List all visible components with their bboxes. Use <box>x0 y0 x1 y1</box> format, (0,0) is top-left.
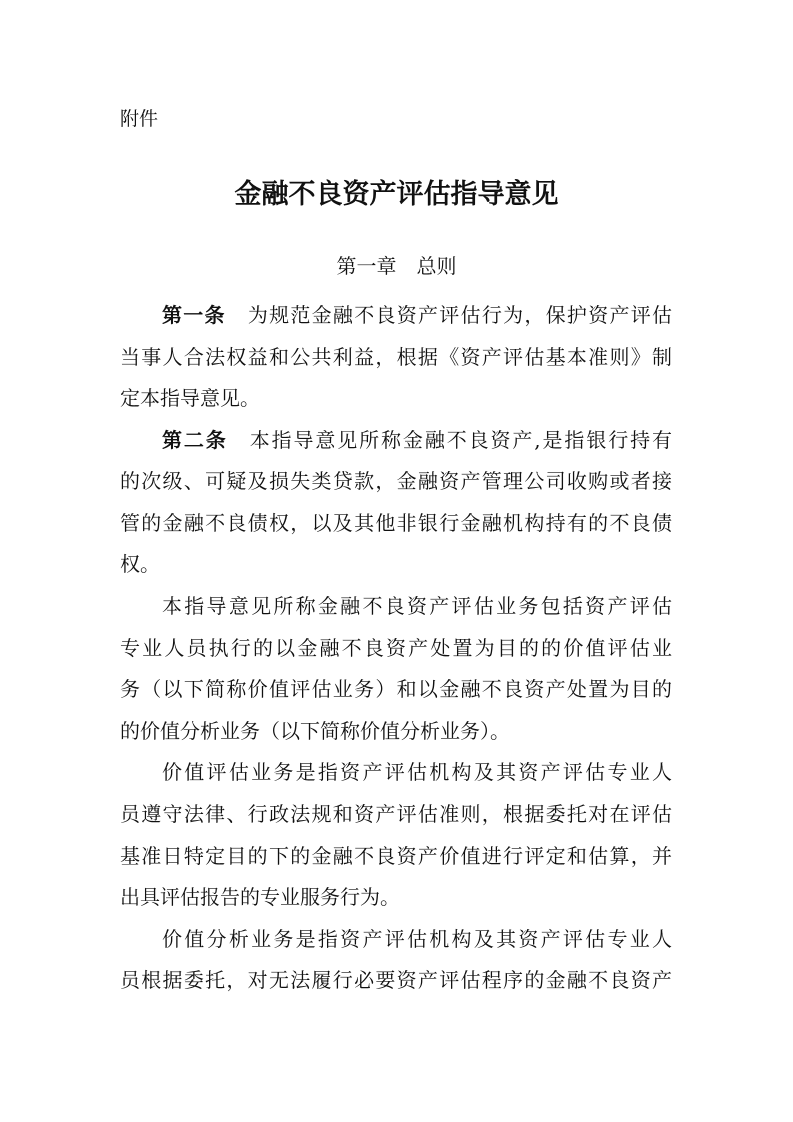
text-line: 员根据委托，对无法履行必要资产评估程序的金融不良资产 <box>120 968 672 992</box>
text-line: 管的金融不良债权，以及其他非银行金融机构持有的不良债 <box>120 511 672 535</box>
text-line: 本指导意见所称金融不良资产评估业务包括资产评估 <box>162 594 672 618</box>
text-line: 的价值分析业务（以下简称价值分析业务）。 <box>120 719 510 743</box>
chapter-number: 第一章 <box>336 254 397 278</box>
text-line: 第一条 为规范金融不良资产评估行为，保护资产评估 <box>162 303 673 327</box>
text-line: 的次级、可疑及损失类贷款，金融资产管理公司收购或者接 <box>120 469 672 493</box>
text-line: 专业人员执行的以金融不良资产处置为目的的价值评估业 <box>120 636 672 660</box>
chapter-name: 总则 <box>416 254 457 278</box>
text-line: 定本指导意见。 <box>120 386 260 410</box>
text-line: 价值评估业务是指资产评估机构及其资产评估专业人 <box>162 760 672 784</box>
attachment-label: 附件 <box>120 108 159 130</box>
document-title: 金融不良资产评估指导意见 <box>234 179 559 210</box>
article-number: 第一条 <box>162 303 226 327</box>
text-line: 基准日特定目的下的金融不良资产价值进行评定和估算，并 <box>120 844 672 868</box>
text-line: 务（以下简称价值评估业务）和以金融不良资产处置为目的 <box>120 677 672 701</box>
text-line: 价值分析业务是指资产评估机构及其资产评估专业人 <box>162 927 672 951</box>
text-line: 第二条 本指导意见所称金融不良资产,是指银行持有 <box>162 428 673 452</box>
text-line: 权。 <box>120 552 160 576</box>
text-line: 员遵守法律、行政法规和资产评估准则，根据委托对在评估 <box>120 802 672 826</box>
chapter-heading <box>0 250 793 279</box>
article-number: 第二条 <box>162 428 228 452</box>
text-line: 出具评估报告的专业服务行为。 <box>120 885 400 909</box>
text-line: 当事人合法权益和公共利益，根据《资产评估基本准则》制 <box>120 345 672 369</box>
